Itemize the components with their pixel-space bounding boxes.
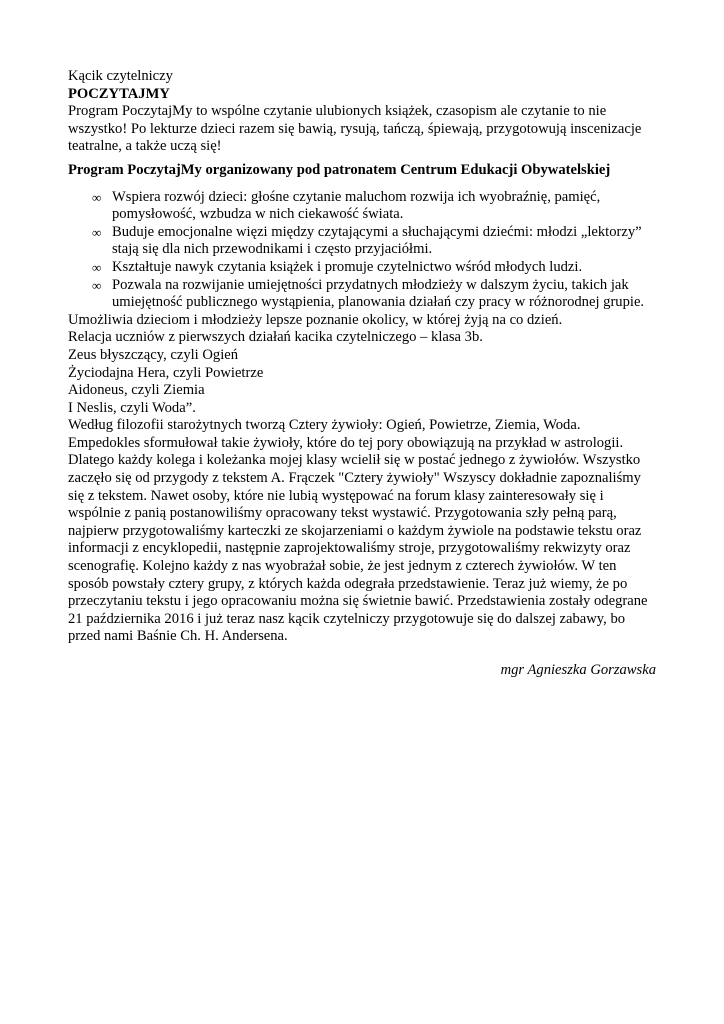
list-item-line: Pozwala na rozwijanie umiejętności przydatnych młodzieży w dalszym życiu, takich jak <box>112 276 629 293</box>
body-line: Życiodajna Hera, czyli Powietrze <box>68 364 264 381</box>
body-line: przeczytaniu tekstu i jego opracowaniu można się świetnie bawić. Przedstawienia zostały odegrane <box>68 593 648 610</box>
intro-line: teatralne, a także uczą się! <box>68 138 222 155</box>
list-item <box>68 277 658 312</box>
body-line: Empedokles sformułował takie żywioły, które do tej pory obowiązują na przykład w astrologii. <box>68 434 624 451</box>
body-line: sposób powstały cztery grupy, z których każda odegrała przedstawienie. Teraz już wiemy, że po <box>68 575 628 592</box>
body-line: Według filozofii starożytnych tworzą Cztery żywioły: Ogień, Powietrze, Ziemia, Woda. <box>68 417 581 434</box>
list-item <box>68 189 658 224</box>
body-line: Zeus błyszczący, czyli Ogień <box>68 346 239 363</box>
body-line: 21 października 2016 i już teraz nasz kącik czytelniczy przygotowuje się do dalszej zabawy, bo <box>68 610 626 627</box>
intro-paragraph <box>68 103 658 156</box>
list-item-line: pomysłowość, wzbudza w nich ciekawość świata. <box>112 206 404 223</box>
body-line: informacji z encyklopedii, następnie zaprojektowaliśmy stroje, przygotowaliśmy rekwizyty oraz <box>68 540 631 557</box>
body-text <box>68 312 658 646</box>
program-subheading: Program PoczytajMy organizowany pod patronatem Centrum Edukacji Obywatelskiej <box>68 161 611 178</box>
infinity-bullet-icon: ∞ <box>92 259 102 275</box>
list-item-line: umiejętność publicznego wystąpienia, planowania działań czy pracy w różnorodnej grupie. <box>112 294 645 311</box>
list-item-line: stają się dla nich przewodnikami i często przyjaciółmi. <box>112 241 433 258</box>
body-line: Umożliwia dzieciom i młodzieży lepsze poznanie okolicy, w której żyją na co dzień. <box>68 311 563 328</box>
infinity-bullet-icon: ∞ <box>92 277 102 293</box>
body-line: scenografię. Kolejno każdy z nas wyobrażał sobie, że jest jednym z czterech żywiołów. W ten <box>68 558 617 575</box>
document-title: POCZYTAJMY <box>68 85 170 102</box>
list-item-line: Kształtuje nawyk czytania książek i promuje czytelnictwo wśród młodych ludzi. <box>112 258 583 275</box>
list-item-line: Buduje emocjonalne więzi między czytającymi a słuchającymi dziećmi: młodzi „lektorzy” <box>112 223 642 240</box>
list-item <box>68 259 658 277</box>
intro-line: Program PoczytajMy to wspólne czytanie ulubionych książek, czasopism ale czytanie to nie <box>68 103 607 120</box>
benefits-list <box>68 189 658 312</box>
body-line: zaczęło się od przygody z tekstem A. Frączek "Cztery żywioły" Wszyscy dokładnie zapoznaliśmy <box>68 470 641 487</box>
infinity-bullet-icon: ∞ <box>92 189 102 205</box>
body-line: najpierw przygotowaliśmy karteczki ze skojarzeniami o każdym żywiole na podstawie tekstu oraz <box>68 522 642 539</box>
intro-line: wszystko! Po lekturze dzieci razem się bawią, rysują, tańczą, śpiewają, przygotowują inscenizacje <box>68 120 642 137</box>
author-signature: mgr Agnieszka Gorzawska <box>500 662 656 678</box>
document-page <box>68 68 658 680</box>
body-line: I Neslis, czyli Woda”. <box>68 399 196 416</box>
list-item-line: Wspiera rozwój dzieci: głośne czytanie maluchom rozwija ich wyobraźnię, pamięć, <box>112 188 601 205</box>
body-line: się z tekstem. Nawet osoby, które nie lubią występować na forum klasy zainteresowały się i <box>68 487 604 504</box>
list-item <box>68 224 658 259</box>
body-line: przed nami Baśnie Ch. H. Andersena. <box>68 628 288 645</box>
body-line: Dlatego każdy kolega i koleżanka mojej klasy wcielił się w postać jednego z żywiołów. Wszystko <box>68 452 641 469</box>
body-line: Aidoneus, czyli Ziemia <box>68 382 205 399</box>
infinity-bullet-icon: ∞ <box>92 224 102 240</box>
body-line: Relacja uczniów z pierwszych działań kacika czytelniczego – klasa 3b. <box>68 329 483 346</box>
section-label: Kącik czytelniczy <box>68 68 173 84</box>
body-line: wspólnie z panią postanowiliśmy opracowany tekst wystawić. Przygotowania szły pełną parą, <box>68 505 617 522</box>
